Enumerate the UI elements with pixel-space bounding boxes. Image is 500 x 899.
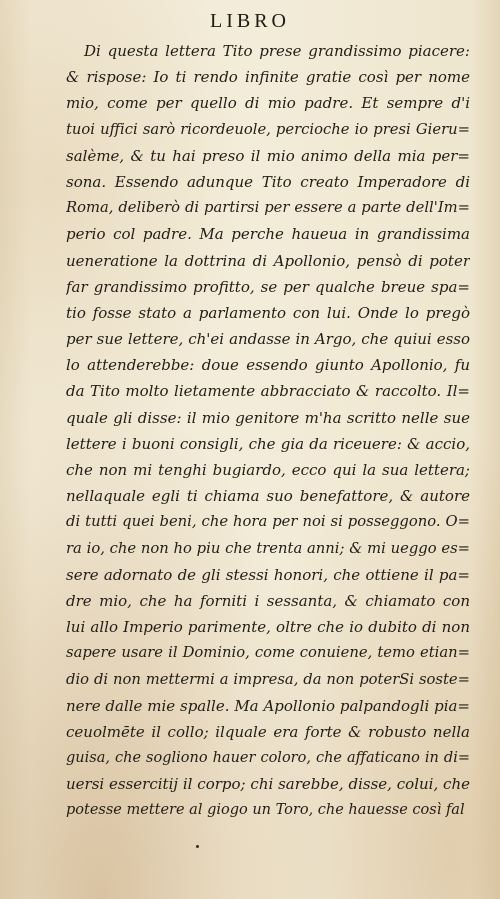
text-line: ra io, che non ho piu che trenta anni; & mi ueggo es= — [66, 539, 470, 557]
text-line: far grandissimo profitto, se per qualche breue spa= — [66, 277, 470, 296]
ink-dot — [196, 845, 199, 848]
text-line: per sue lettere, ch'ei andasse in Argo, che quiui esso — [66, 330, 470, 349]
text-line: ceuolmēte il collo; ilquale era forte & robusto nella — [66, 722, 470, 741]
text-line: lui allo Imperio parimente, oltre che io dubito di non — [66, 618, 470, 637]
text-line: sere adornato de gli stessi honori, che ottiene il pa= — [66, 565, 470, 584]
text-line: da Tito molto lietamente abbracciato & raccolto. Il= — [66, 382, 470, 401]
text-line: Roma, deliberò di partirsi per essere a parte dell'Im= — [66, 199, 470, 217]
text-line: tuoi uffici sarò ricordeuole, percioche io presi Gieru= — [66, 120, 470, 138]
text-line: ueneratione la dottrina di Apollonio, pensò di poter — [66, 251, 470, 270]
body-text — [66, 38, 470, 824]
text-line: perio col padre. Ma perche haueua in grandissima — [66, 225, 470, 244]
text-line: dre mio, che ha forniti i sessanta, & chiamato con — [66, 591, 470, 610]
text-line: guisa, che sogliono hauer coloro, che affaticano in di= — [66, 750, 470, 767]
text-line: nere dalle mie spalle. Ma Apollonio palpandogli pia= — [66, 696, 470, 715]
text-line: che non mi tenghi bugiardo, ecco qui la sua lettera; — [66, 461, 470, 479]
text-line: salème, & tu hai preso il mio animo della mia per= — [66, 146, 470, 165]
text-line: tio fosse stato a parlamento con lui. Onde lo pregò — [66, 303, 470, 322]
text-line: Di questa lettera Tito prese grandissimo piacere: — [84, 42, 470, 60]
text-line: sapere usare il Dominio, come conuiene, temo etian= — [66, 644, 470, 662]
text-line: mio, come per quello di mio padre. Et sempre d'i — [66, 94, 470, 113]
text-line: nellaquale egli ti chiama suo benefattore, & autore — [66, 487, 470, 506]
text-line: sona. Essendo adunque Tito creato Imperadore di — [66, 172, 470, 191]
text-line: quale gli disse: il mio genitore m'ha scritto nelle sue — [66, 408, 470, 427]
text-line: & rispose: Io ti rendo infinite gratie così per nome — [66, 68, 470, 87]
text-line: potesse mettere al giogo un Toro, che hauesse così fal — [66, 802, 465, 819]
text-line: lo attenderebbe: doue essendo giunto Apollonio, fu — [66, 356, 470, 375]
text-line: lettere i buoni consigli, che gia da riceuere: & accio, — [66, 434, 470, 453]
text-line: dio di non mettermi a impresa, da non poterSi soste= — [66, 670, 470, 688]
text-line: di tutti quei beni, che hora per noi si posseggono. O= — [66, 513, 470, 531]
text-line: uersi essercitij il corpo; chi sarebbe, disse, colui, che — [66, 775, 470, 794]
running-title: LIBRO — [210, 10, 290, 32]
